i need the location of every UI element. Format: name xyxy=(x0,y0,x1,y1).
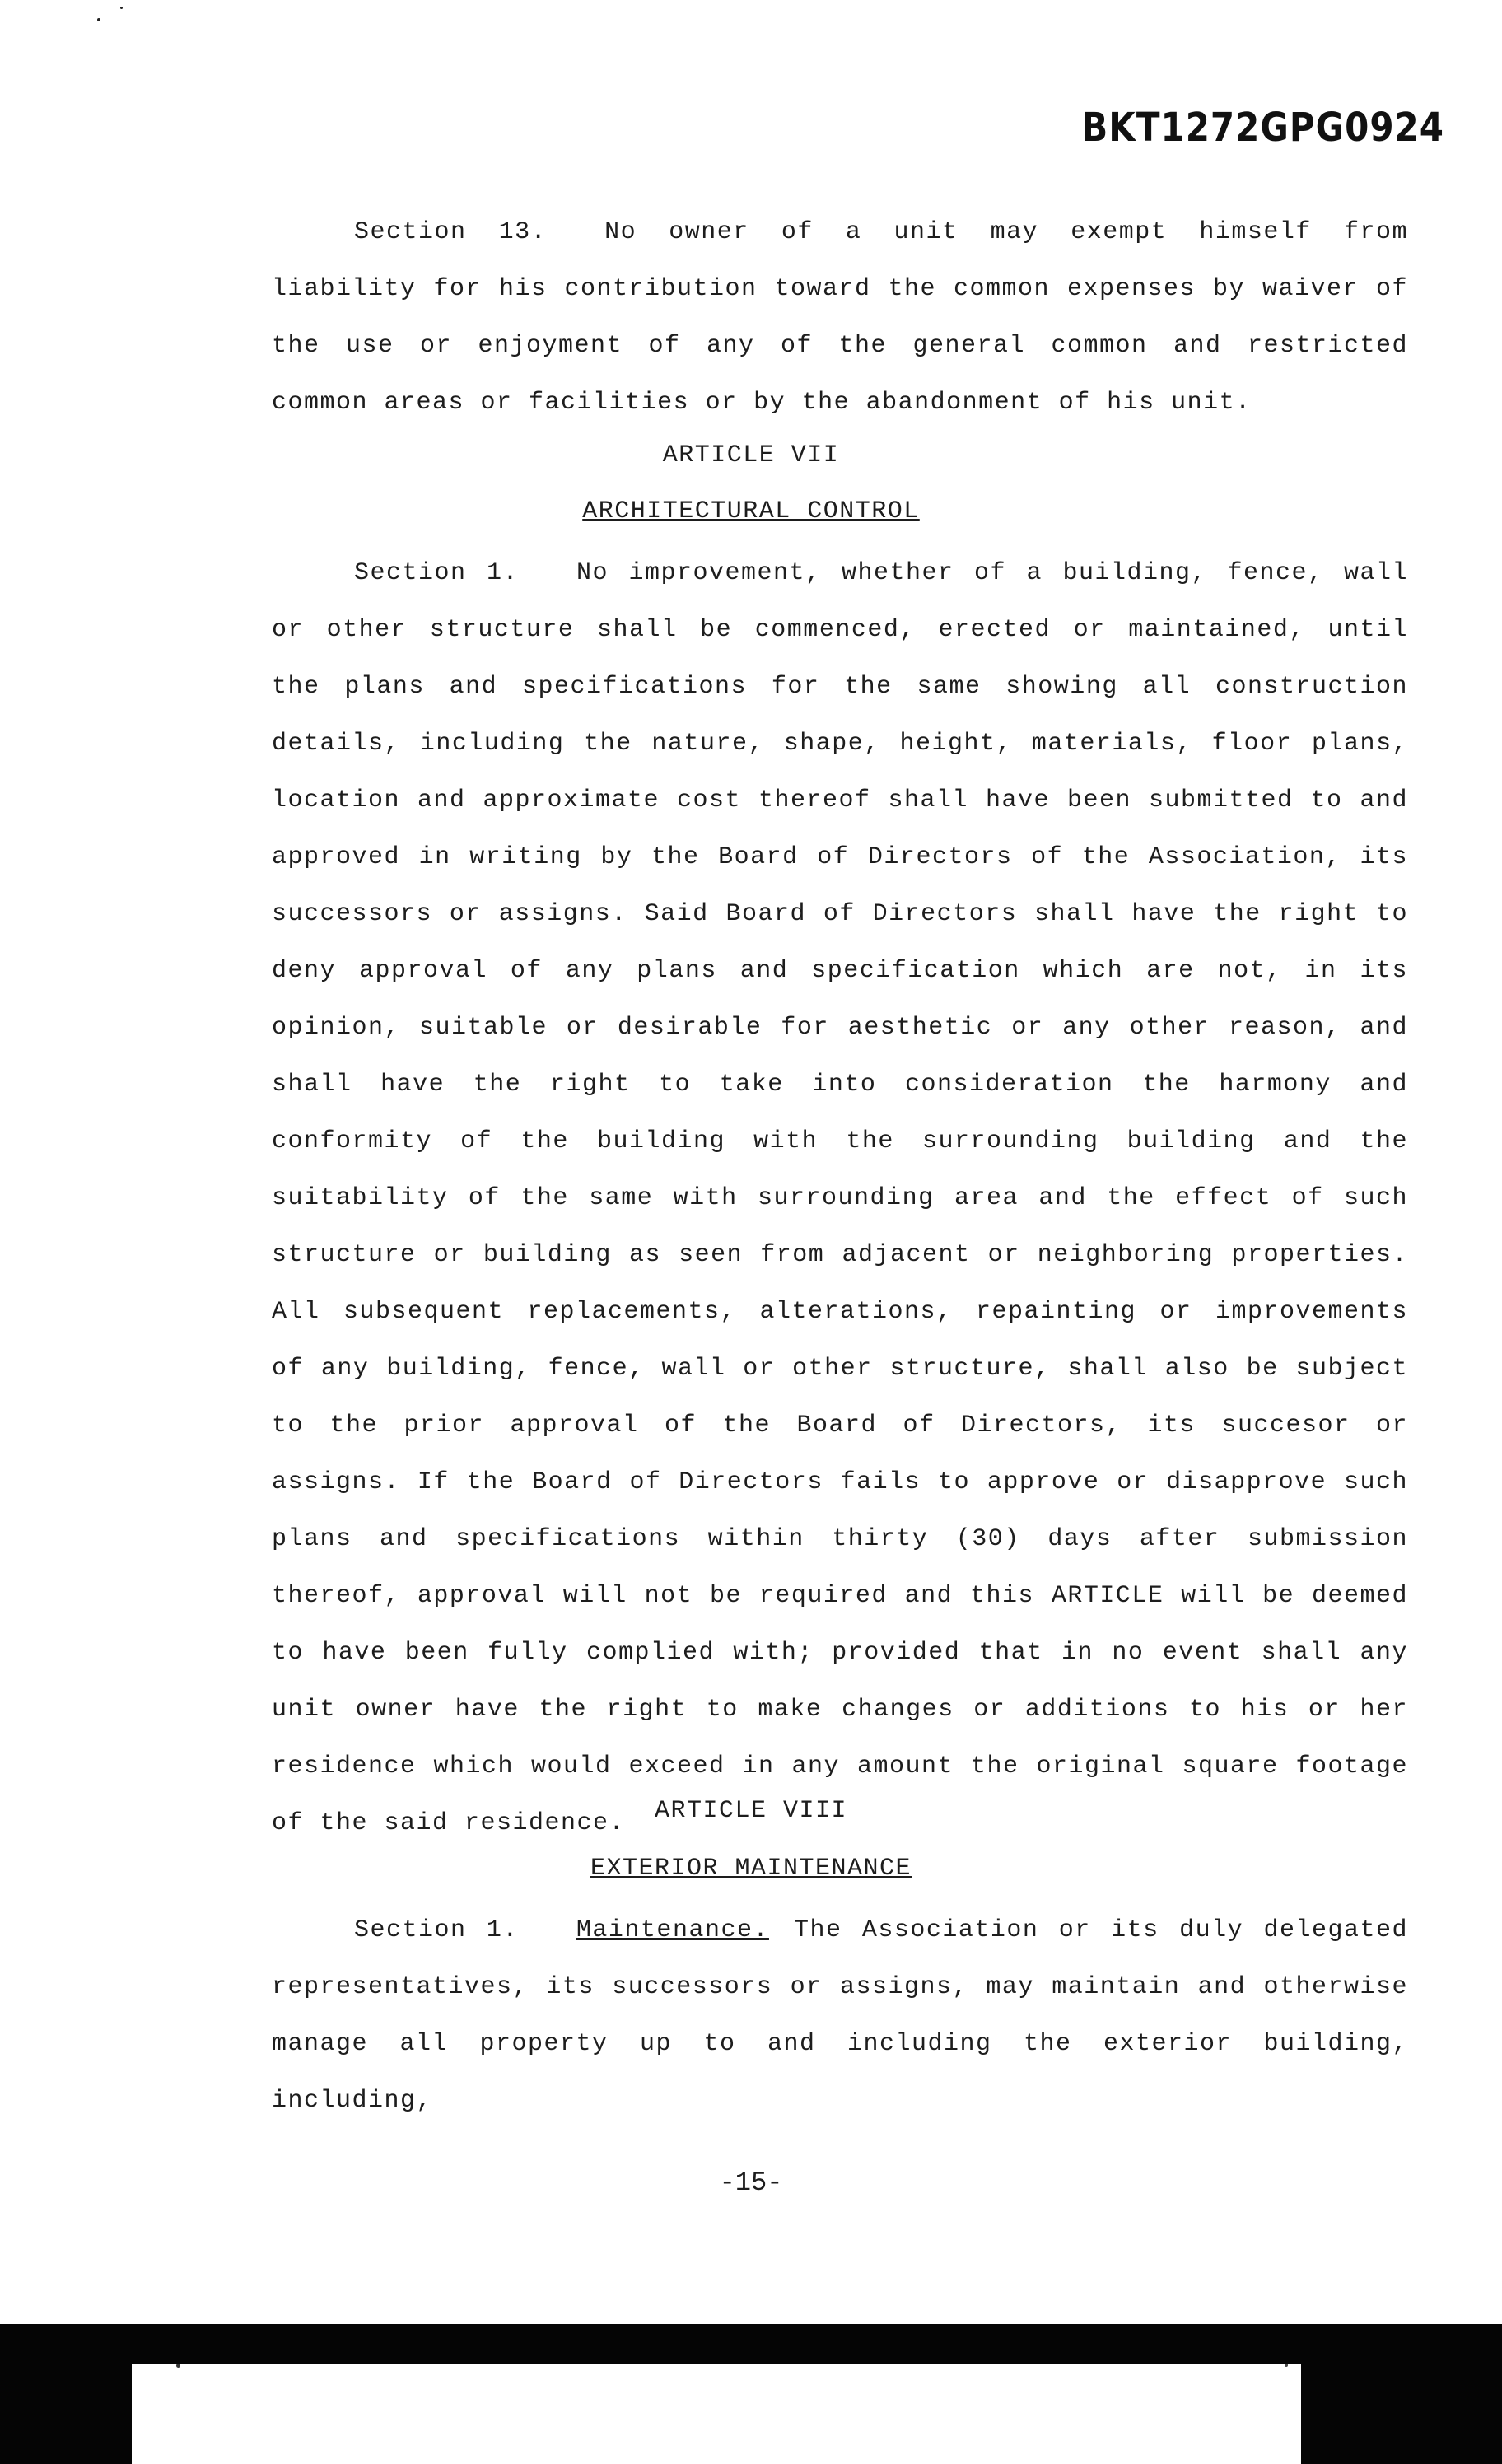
article-8-section-1 xyxy=(272,1902,1408,2130)
page-number: -15- xyxy=(719,2168,783,2198)
book-page-stamp: BKT1272GPG0924 xyxy=(1081,104,1444,151)
section-13 xyxy=(272,204,1408,432)
article-8-section-1-text: The Association or its duly delegated representatives, its successors or assigns, may maintain and otherwise manage all property up to and including the exterior building, including, xyxy=(272,1916,1409,2115)
scan-speck xyxy=(97,18,100,21)
article-7-section-1-text: No improvement, whether of a building, fence, wall or other structure shall be commenced, erected or maintained, until the plans and specifications for the same showing all construction details, including the nature, shape, height, materials, floor plans, location and approximate cost thereof shall have been submitted to and approved in writing by the Board of Directors of the Association, its successors or assigns. Said Board of Directors shall have the right to deny approval of any plans and specification which are not, in its opinion, suitable or desirable for aesthetic or any other reason, and shall have the right to take into consideration the harmony and conformity of the building with the surrounding building and the suitability of the same with surrounding area and the effect of such structure or building as seen from adjacent or neighboring properties. All subsequent replacements, alterations, repainting or improvements of any building, fence, wall or other structure, shall also be subject to the prior approval of the Board of Directors, its succesor or assigns. If the Board of Directors fails to approve or disapprove such plans and specifications within thirty (30) days after submission thereof, approval will not be required and this ARTICLE will be deemed to have been fully complied with; provided that in no event shall any unit owner have the right to make changes or additions to his or her residence which would exceed in any amount the original square footage of the said residence. xyxy=(272,559,1408,1837)
article-8-section-1-label: Section 1. xyxy=(354,1916,519,1944)
article-8-title: ARTICLE VIII xyxy=(654,1797,848,1825)
article-8-section-1-heading: Maintenance. xyxy=(576,1916,769,1944)
section-13-text: No owner of a unit may exempt himself from liability for his contribution toward the common expenses by waiver of the use or enjoyment of any of the general common and restricted common areas or facilities or by the abandonment of his unit. xyxy=(272,218,1408,417)
article-7-section-1-label: Section 1. xyxy=(354,559,520,587)
article-7-subtitle: ARCHITECTURAL CONTROL xyxy=(582,497,920,525)
scan-border-inner xyxy=(132,2364,1301,2464)
scan-speck xyxy=(1285,2364,1288,2367)
section-13-label: Section 13. xyxy=(354,218,548,246)
scan-speck xyxy=(176,2364,180,2368)
article-7-section-1 xyxy=(272,545,1408,1852)
scan-speck xyxy=(120,7,123,9)
article-8-subtitle: EXTERIOR MAINTENANCE xyxy=(590,1855,912,1883)
article-7-title: ARTICLE VII xyxy=(662,441,840,469)
